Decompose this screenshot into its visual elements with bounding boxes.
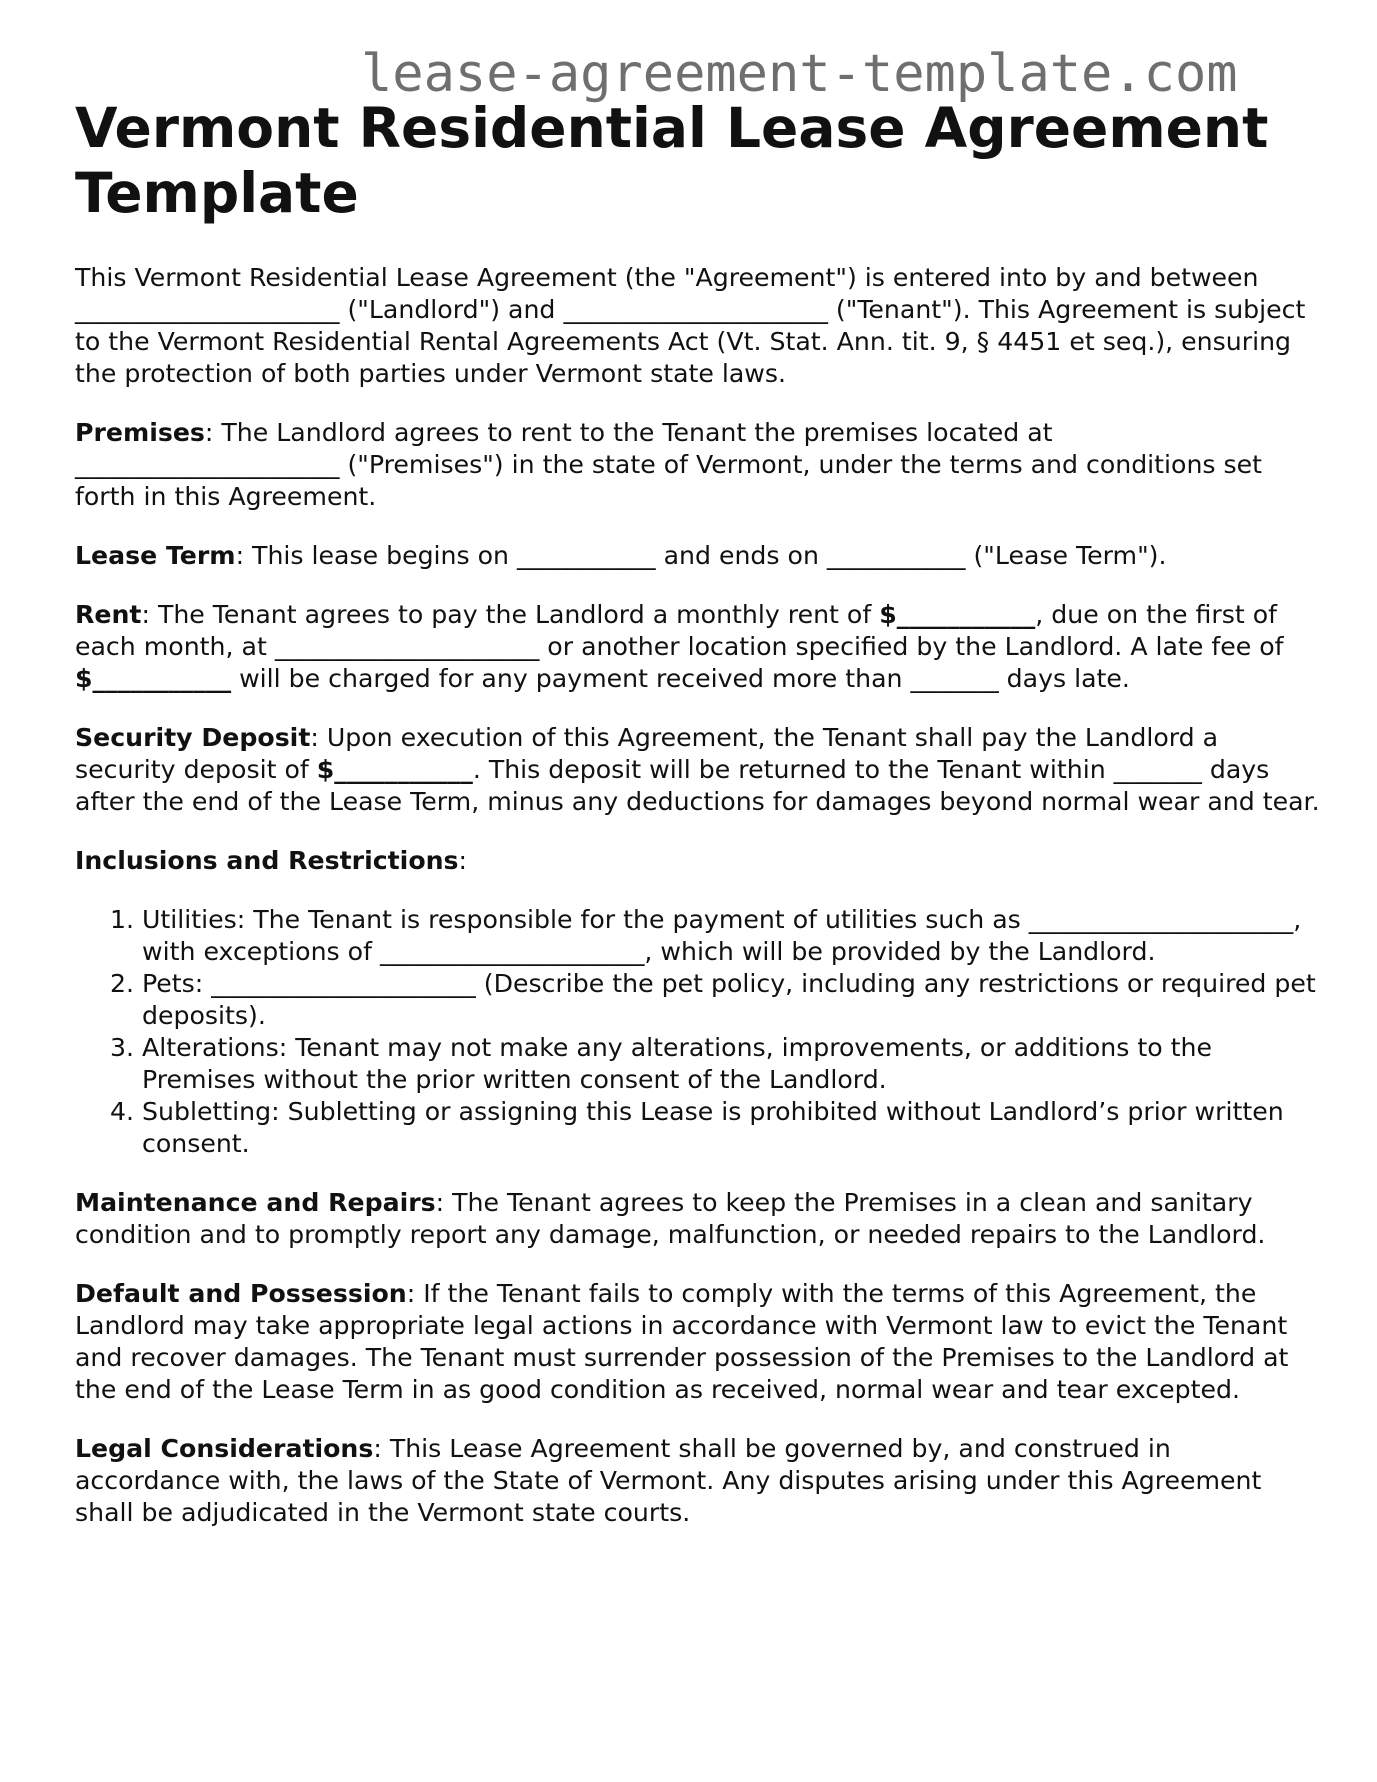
- deposit-days-blank: _______: [1113, 755, 1202, 784]
- maintenance-section: [75, 1187, 1320, 1251]
- list-item-pets: 2. Pets: _____________________ (Describe the pet policy, including any restrictions or required pet deposits).: [142, 968, 1320, 1032]
- site-watermark: lease-agreement-template.com: [361, 44, 1238, 104]
- landlord-name-blank: _____________________: [75, 295, 340, 324]
- deposit-text-3: days after the end of the Lease Term, minus any deductions for damages beyond normal wear and tear.: [75, 755, 1320, 816]
- lease-start-blank: ___________: [517, 541, 656, 570]
- rent-text-3: or another location specified by the Landlord. A late fee of: [539, 632, 1284, 661]
- deposit-text-1: : Upon execution of this Agreement, the Tenant shall pay the Landlord a security deposit of: [75, 723, 1219, 784]
- premises-address-blank: _____________________: [75, 450, 340, 479]
- security-deposit-section: [75, 722, 1320, 818]
- legal-heading: Legal Considerations: [75, 1434, 374, 1463]
- deposit-amount-blank: $___________: [316, 755, 473, 784]
- rent-heading: Rent: [75, 600, 142, 629]
- intro-text-2: ("Landlord") and: [339, 295, 564, 324]
- list-item-alterations: 3. Alterations: Tenant may not make any alterations, improvements, or additions to the Premises without the prior written consent of the Landlord.: [142, 1032, 1320, 1096]
- rent-location-blank: _____________________: [274, 632, 540, 661]
- premises-section: [75, 417, 1320, 513]
- lease-term-heading: Lease Term: [75, 541, 236, 570]
- list-item-subletting: 4. Subletting: Subletting or assigning this Lease is prohibited without Landlord’s prior written consent.: [142, 1096, 1320, 1160]
- premises-text-1: : The Landlord agrees to rent to the Tenant the premises located at: [204, 418, 1053, 447]
- rent-text-4: will be charged for any payment received more than: [231, 664, 911, 693]
- intro-text-1: This Vermont Residential Lease Agreement (the "Agreement") is entered into by and between: [75, 263, 1259, 292]
- default-heading: Default and Possession: [75, 1279, 407, 1308]
- premises-text-2: ("Premises") in the state of Vermont, under the terms and conditions set forth in this Agreement.: [75, 450, 1263, 511]
- inclusions-colon: :: [458, 846, 468, 875]
- maintenance-text: : The Tenant agrees to keep the Premises in a clean and sanitary condition and to promptly report any damage, malfunction, or needed repairs to the Landlord.: [75, 1188, 1266, 1249]
- late-days-blank: _______: [910, 664, 999, 693]
- document-title: Vermont Residential Lease Agreement Template: [75, 96, 1269, 225]
- lease-end-blank: ___________: [826, 541, 966, 570]
- security-deposit-heading: Security Deposit: [75, 723, 311, 752]
- list-item-utilities: 1. Utilities: The Tenant is responsible for the payment of utilities such as _____________________, with exceptions of _____________________, which will be provided by the Landlord.: [142, 904, 1320, 968]
- inclusions-heading-line: [75, 845, 1320, 877]
- rent-section: [75, 599, 1320, 695]
- tenant-name-blank: _____________________: [563, 295, 828, 324]
- legal-text: : This Lease Agreement shall be governed by, and construed in accordance with, the laws of the State of Vermont. Any disputes arising under this Agreement shall be adjudicated in the Vermont state courts.: [75, 1434, 1262, 1527]
- lease-term-text-2: and ends on: [655, 541, 827, 570]
- rent-text-5: days late.: [998, 664, 1130, 693]
- inclusions-list: [75, 904, 1320, 1160]
- document-body: [75, 262, 1320, 1556]
- premises-heading: Premises: [75, 418, 205, 447]
- late-fee-blank: $___________: [75, 664, 232, 693]
- rent-text-2: , due on the first of each month, at: [75, 600, 1277, 661]
- intro-paragraph: [75, 262, 1320, 390]
- default-text: : If the Tenant fails to comply with the terms of this Agreement, the Landlord may take appropriate legal actions in accordance with Vermont law to evict the Tenant and recover damages. The Tenant must surrender possession of the Premises to the Landlord at the end of the Lease Term in as good condition as received, normal wear and tear excepted.: [75, 1279, 1289, 1404]
- legal-section: [75, 1433, 1320, 1529]
- deposit-text-2: . This deposit will be returned to the Tenant within: [472, 755, 1114, 784]
- rent-text-1: : The Tenant agrees to pay the Landlord a monthly rent of: [141, 600, 880, 629]
- lease-term-text-1: : This lease begins on: [235, 541, 518, 570]
- inclusions-heading: Inclusions and Restrictions: [75, 846, 459, 875]
- intro-text-3: ("Tenant"). This Agreement is subject to the Vermont Residential Rental Agreements Act (Vt. Stat. Ann. tit. 9, § 4451 et seq.), ensuring the protection of both parties under Vermont state laws.: [75, 295, 1306, 388]
- lease-term-text-3: ("Lease Term").: [965, 541, 1167, 570]
- maintenance-heading: Maintenance and Repairs: [75, 1188, 436, 1217]
- lease-term-section: [75, 540, 1320, 572]
- default-section: [75, 1278, 1320, 1406]
- rent-amount-blank: $___________: [879, 600, 1036, 629]
